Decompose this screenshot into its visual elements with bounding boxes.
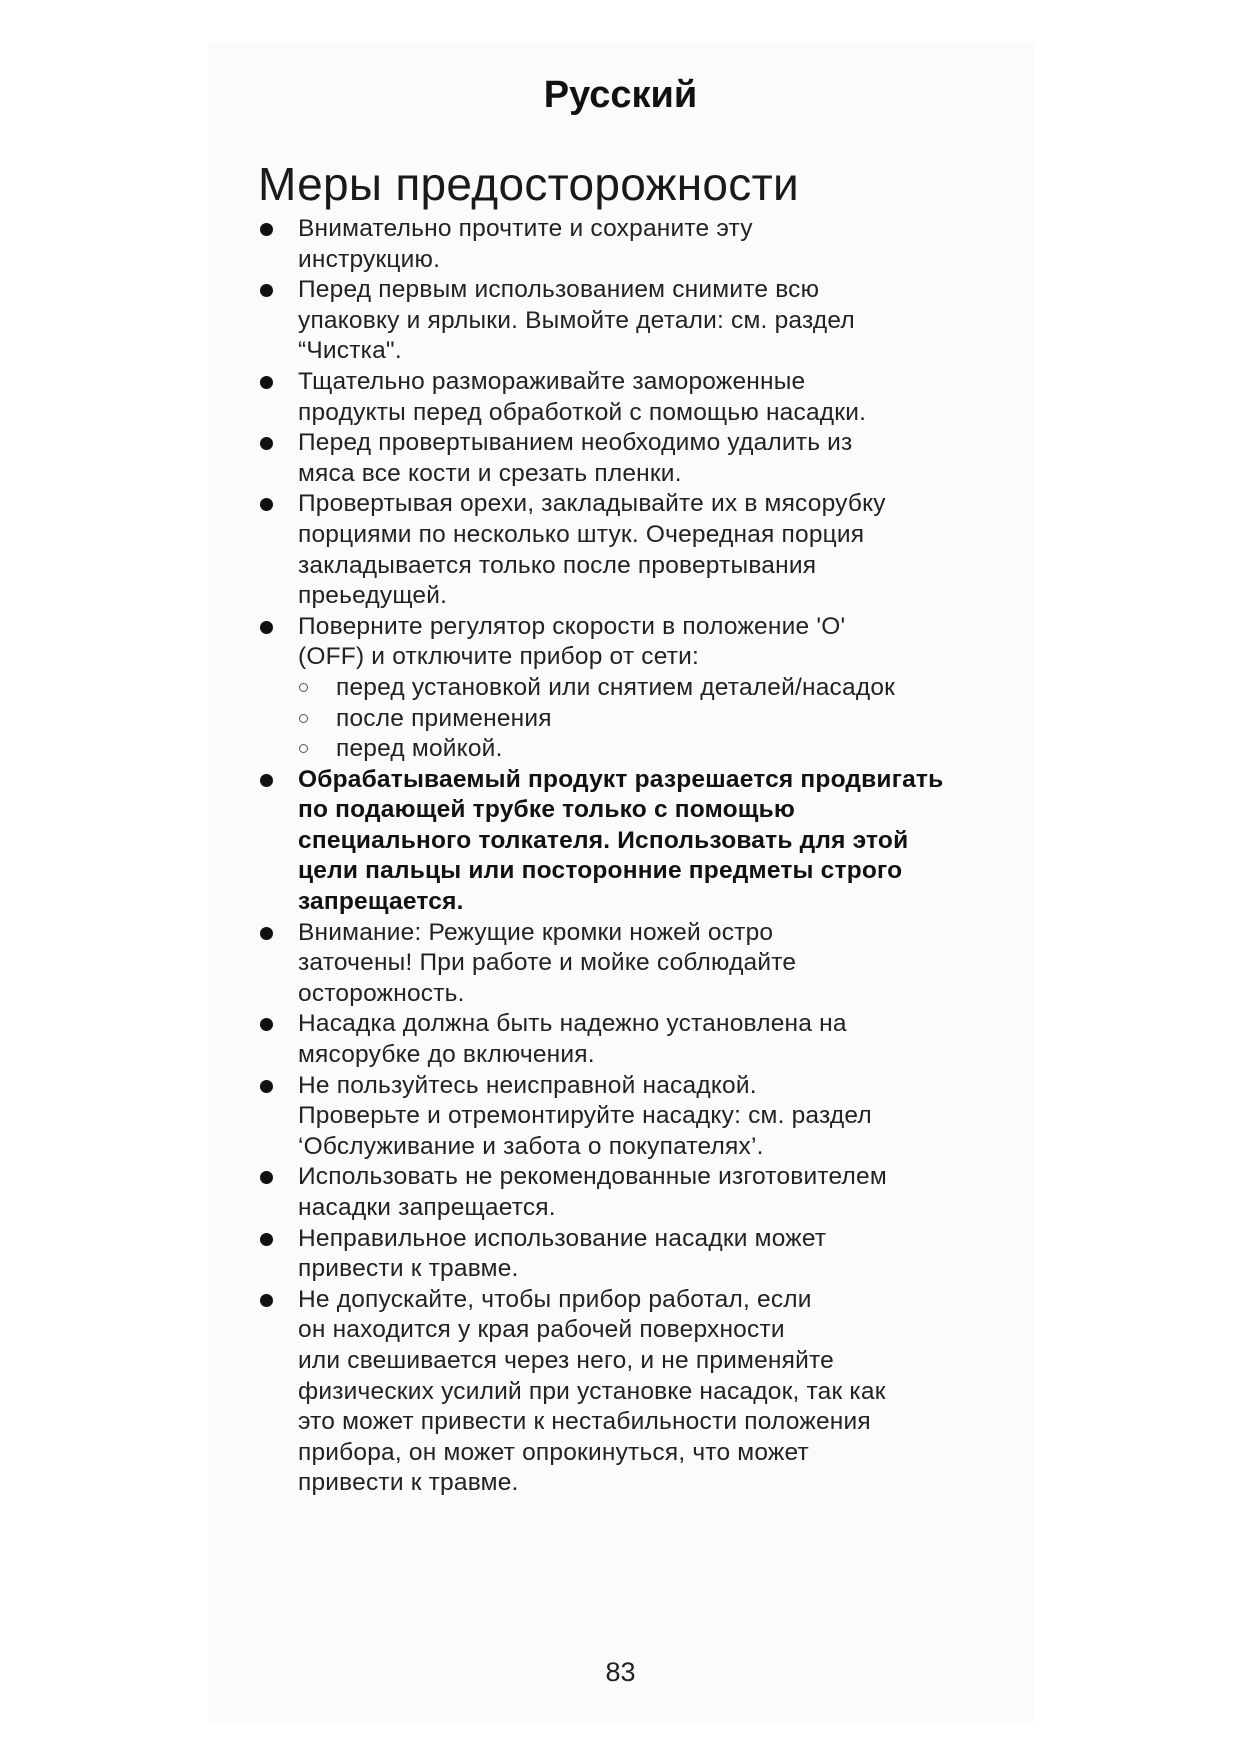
list-item: Перед провертыванием необходимо удалить из мяса все кости и срезать пленки.: [0, 428, 988, 489]
list-item: Неправильное использование насадки может привести к травме.: [0, 1224, 988, 1285]
bullet-icon: [260, 498, 273, 511]
bullet-icon: [260, 1080, 273, 1093]
list-item: Использовать не рекомендованные изготовителем насадки запрещается.: [0, 1162, 988, 1223]
list-item: Поверните регулятор скорости в положение 'O' (OFF) и отключите прибор от сети: перед установкой или снятием деталей/насадок после применения перед мойкой.: [0, 612, 988, 765]
bullet-icon: [260, 1018, 273, 1031]
page-number: 83: [605, 1657, 636, 1687]
hollow-bullet-icon: [299, 683, 308, 692]
list-item: Провертывая орехи, закладывайте их в мясорубку порциями по несколько штук. Очередная порция закладывается только после провертывания преьедущей.: [0, 489, 988, 611]
hollow-bullet-icon: [299, 714, 308, 723]
bullet-icon: [260, 927, 273, 940]
list-item: Перед первым использованием снимите всю упаковку и ярлыки. Вымойте детали: см. раздел “Чистка".: [0, 275, 988, 367]
sub-list-item: перед установкой или снятием деталей/насадок: [298, 673, 988, 704]
list-item: Не пользуйтесь неисправной насадкой. Проверьте и отремонтируйте насадку: см. раздел ‘Обслуживание и забота о покупателях’.: [0, 1071, 988, 1163]
sub-list-item: после применения: [298, 704, 988, 735]
bullet-icon: [260, 1171, 273, 1184]
bullet-icon: [260, 1233, 273, 1246]
bullet-icon: [260, 621, 273, 634]
bullet-icon: [260, 284, 273, 297]
bullet-icon: [260, 223, 273, 236]
bullet-icon: [260, 437, 273, 450]
hollow-bullet-icon: [299, 744, 308, 753]
bullet-icon: [260, 376, 273, 389]
list-item: Не допускайте, чтобы прибор работал, если он находится у края рабочей поверхности или свешивается через него, и не применяйте физических усилий при установке насадок, так как это может привести к нестабильности положения прибора, он может опрокинуться, что может привести к травме.: [0, 1285, 988, 1499]
precautions-list: [0, 214, 1241, 1499]
bullet-icon: [260, 774, 273, 787]
list-item: Насадка должна быть надежно установлена на мясорубке до включения.: [0, 1009, 988, 1070]
section-title: Меры предосторожности: [258, 158, 799, 210]
sub-list-item: перед мойкой.: [298, 734, 988, 765]
list-item-warning: Обрабатываемый продукт разрешается продвигать по подающей трубке только с помощью специального толкателя. Использовать для этой цели пальцы или посторонние предметы строго запрещается.: [0, 765, 988, 918]
language-heading: Русский: [543, 74, 698, 116]
list-item: Тщательно размораживайте замороженные продукты перед обработкой с помощью насадки.: [0, 367, 988, 428]
bullet-icon: [260, 1294, 273, 1307]
list-item: Внимательно прочтите и сохраните эту инструкцию.: [0, 214, 988, 275]
list-item: Внимание: Режущие кромки ножей остро заточены! При работе и мойке соблюдайте осторожность.: [0, 918, 988, 1010]
